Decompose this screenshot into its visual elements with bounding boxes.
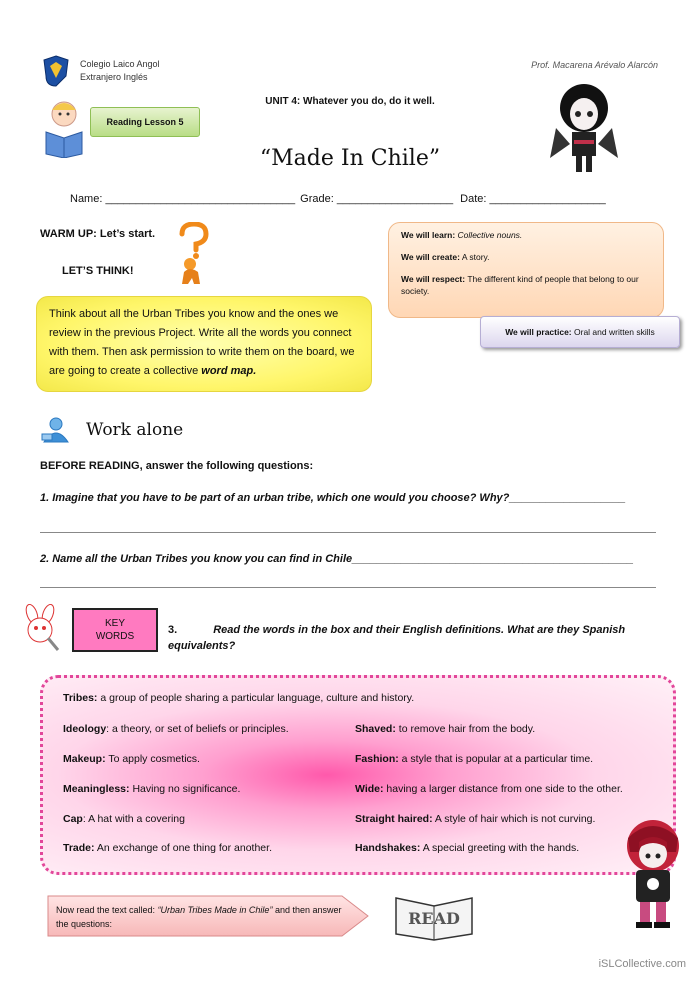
question-1: 1. Imagine that you have to be part of an urban tribe, which one would you choose? Why?___________________ [40,492,626,504]
book-label: READ [408,909,460,928]
definition-item: Tribes: a group of people sharing a particular language, culture and history. [63,692,415,704]
grade-field[interactable]: Grade: ___________________ [300,193,454,205]
school-line-2: Extranjero Inglés [80,72,148,82]
definition-item: Trade: An exchange of one thing for another. [63,842,272,854]
student-info-fields [70,193,606,205]
before-reading-heading: BEFORE READING, answer the following questions: [40,460,314,472]
warmup-heading: WARM UP: Let’s start. [40,228,156,240]
definition-item: Handshakes: A special greeting with the hands. [355,842,580,854]
definition-item: Shaved: to remove hair from the body. [355,723,536,735]
question-2: 2. Name all the Urban Tribes you know you can find in Chile______________________________________________ [40,553,634,565]
objective-practice-box: We will practice: Oral and written skills [480,316,680,348]
page-title: “Made In Chile” [259,146,441,171]
definitions-box [40,675,676,875]
reading-lesson-tag: Reading Lesson 5 [90,107,200,137]
warmup-instructions-box [36,296,372,392]
unit-title: UNIT 4: Whatever you do, do it well. [265,96,435,107]
thinking-figure [174,222,214,286]
answer-line-1[interactable] [40,532,656,533]
emo-boy-illustration [620,818,686,930]
emo-girl-illustration [548,78,620,176]
school-line-1: Colegio Laico Angol [80,59,160,69]
date-field[interactable]: Date: ___________________ [460,193,606,205]
answer-line-2[interactable] [40,587,656,588]
objectives-box [388,222,664,318]
bunny-illustration [14,604,64,654]
book-icon [392,884,476,942]
warmup-instructions-text: Think about all the Urban Tribes you know and the ones we review in the previous Project. Write all the words you connect with them. Then ask permission to write them on the board, we are going to create a collective [49,308,355,377]
shield-icon [42,54,70,88]
definition-item: Cap: A hat with a covering [63,813,185,825]
objective-create: We will create: A story. [401,252,490,262]
emo-girl-icon [548,78,620,176]
objective-learn: We will learn: Collective nouns. [401,230,523,240]
school-name [80,58,160,84]
school-logo [42,54,70,88]
person-icon-wrap [40,416,70,444]
question-figure-icon [174,222,214,286]
site-watermark: iSLCollective.com [598,958,686,970]
objective-respect: We will respect: The different kind of people that belong to our society. [401,274,639,296]
question-3: 3. Read the words in the box and their English definitions. What are they Spanish equivalents? [168,624,626,652]
definition-item: Fashion: a style that is popular at a particular time. [355,753,594,765]
read-book-illustration [392,884,476,942]
lets-think-heading: LET’S THINK! [62,265,134,277]
definition-item: Straight haired: A style of hair which is not curving. [355,813,596,825]
teacher-name: Prof. Macarena Arévalo Alarcón [531,60,658,70]
person-icon [40,416,70,444]
emo-boy-icon [620,818,686,930]
work-alone-heading: Work alone [86,420,184,440]
read-instruction-text: Now read the text called: “Urban Tribes Made in Chile” and then answer the questions: [56,905,342,929]
name-field[interactable]: Name: _______________________________ [70,193,296,205]
key-words-label: KEY WORDS [72,608,158,652]
definition-item: Meaningless: Having no significance. [63,783,241,795]
definition-item: Wide: having a larger distance from one side to the other. [355,783,623,795]
definition-item: Ideology: a theory, or set of beliefs or principles. [63,723,289,735]
bunny-icon [14,604,64,654]
definition-item: Makeup: To apply cosmetics. [63,753,200,765]
word-map-emphasis: word map. [201,365,257,377]
